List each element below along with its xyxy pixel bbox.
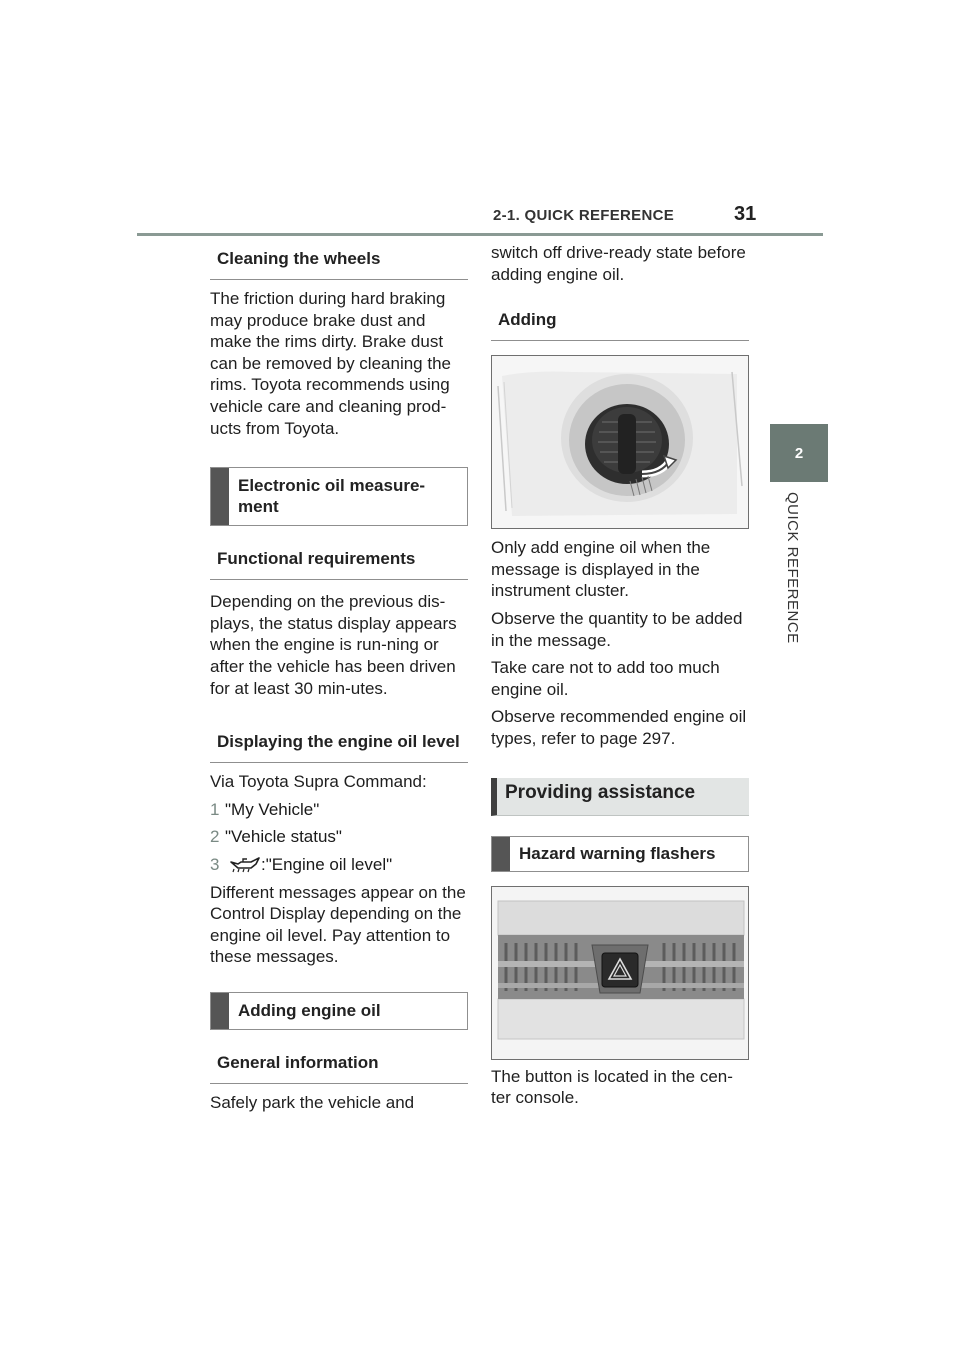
oil-filler-cap-illustration xyxy=(492,356,748,528)
adding-heading: Adding xyxy=(491,301,749,341)
take-care-paragraph: Take care not to add too much engine oil. xyxy=(491,658,720,699)
chapter-label: QUICK REFERENCE xyxy=(784,492,801,644)
functional-requirements-paragraph: Depending on the previous dis-plays, the status display appears when the engine is run-ning or after the vehicle has been driven for at least 30 min-utes. xyxy=(210,592,457,698)
only-add-paragraph: Only add engine oil when the message is displayed in the instrument cluster. xyxy=(491,538,711,601)
left-column xyxy=(210,240,468,1113)
step-item: 1 "My Vehicle" xyxy=(210,799,320,819)
general-information-heading: General information xyxy=(210,1044,468,1084)
header-title: 2-1. QUICK REFERENCE xyxy=(493,207,675,224)
chapter-tab: 2 xyxy=(770,424,828,482)
center-console-illustration xyxy=(492,887,748,1059)
hazard-flashers-heading: Hazard warning flashers xyxy=(491,836,749,872)
electronic-oil-heading: Electronic oil measure-ment xyxy=(210,467,468,526)
right-column xyxy=(491,242,749,1109)
observe-types-paragraph: Observe recommended engine oil types, refer to page 297. xyxy=(491,707,747,748)
step-item: 2 "Vehicle status" xyxy=(210,827,342,847)
button-located-paragraph: The button is located in the cen-ter console. xyxy=(491,1066,733,1108)
observe-quantity-paragraph: Observe the quantity to be added in the message. xyxy=(491,608,743,650)
step-item: 3 :"Engine oil level" xyxy=(210,854,393,874)
page-number: 31 xyxy=(734,203,757,225)
cleaning-wheels-paragraph: The friction during hard braking may produce brake dust and make the rims dirty. Brake dust can be removed by cleaning the rims. Toyota recommends using vehicle care and cleaning prod-ucts from Toyota. xyxy=(210,289,451,438)
oil-can-icon xyxy=(229,857,261,873)
messages-paragraph: Different messages appear on the Control Display depending on the engine oil level. Pay attention to these messages. xyxy=(210,882,466,967)
functional-requirements-heading: Functional requirements xyxy=(210,540,468,580)
adding-engine-oil-heading: Adding engine oil xyxy=(210,992,468,1030)
switch-off-paragraph: switch off drive-ready state before adding engine oil. xyxy=(491,243,746,284)
cleaning-wheels-heading: Cleaning the wheels xyxy=(210,240,468,280)
displaying-oil-level-heading: Displaying the engine oil level xyxy=(210,723,468,763)
hazard-button-figure xyxy=(491,886,749,1060)
oil-filler-figure xyxy=(491,355,749,529)
providing-assistance-heading: Providing assistance xyxy=(491,778,749,816)
park-paragraph: Safely park the vehicle and xyxy=(210,1092,415,1112)
header-rule xyxy=(137,233,823,236)
via-command-text: Via Toyota Supra Command: xyxy=(210,772,427,792)
